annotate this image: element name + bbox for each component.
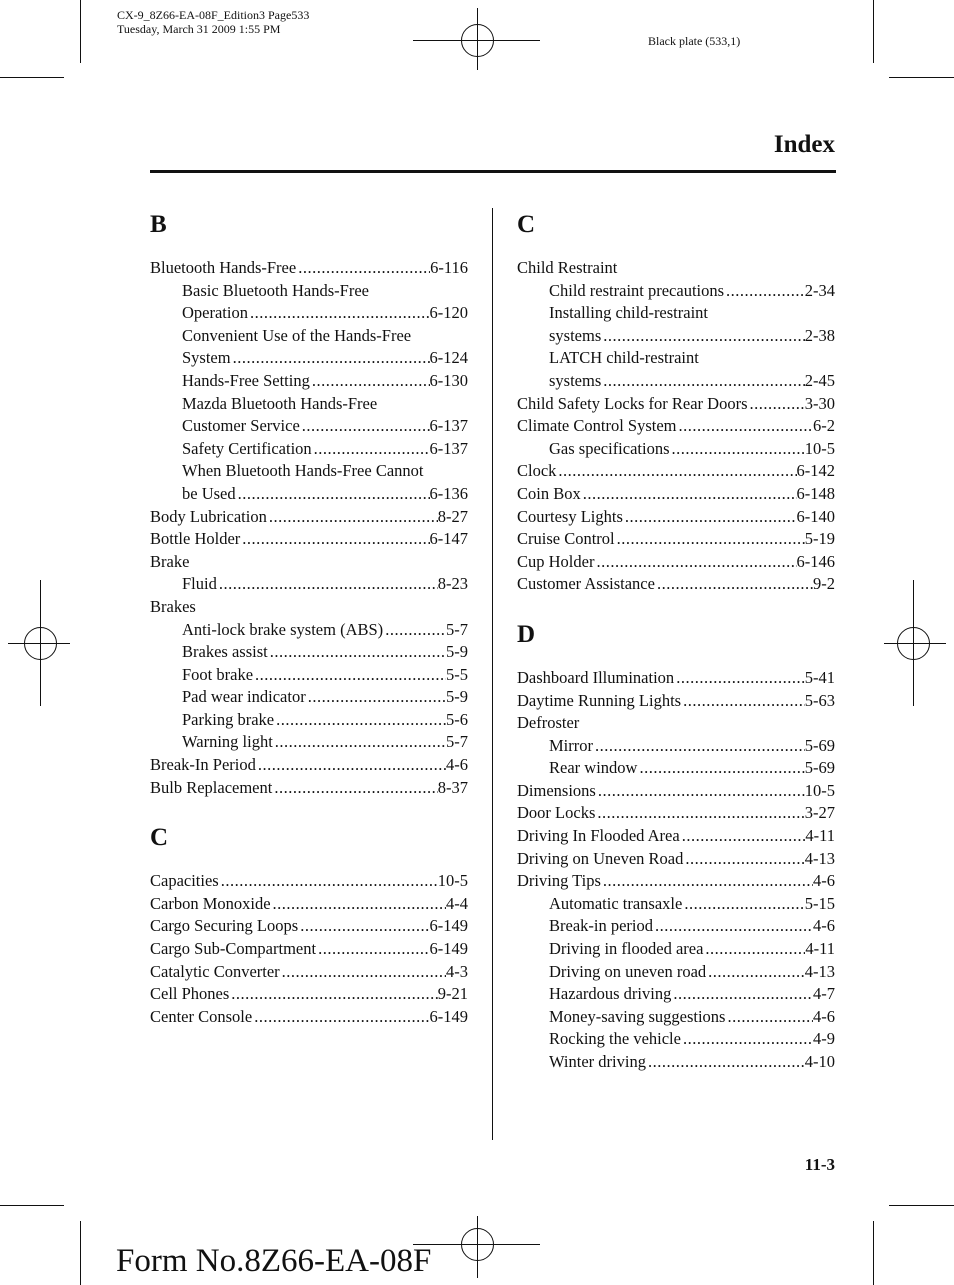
entry-text: Break-in period [549,916,654,936]
crop-mark [80,1221,81,1285]
index-subentry [517,370,835,393]
entry-text: Dashboard Illumination [517,667,675,687]
entry-text: Cruise Control [517,529,615,549]
entry-text: Convenient Use of the Hands-Free [182,325,412,345]
crop-mark [0,77,64,78]
index-subentry [517,893,835,916]
index-entry [517,506,835,529]
page-number: 11-3 [804,1155,835,1174]
page-reference: 6-148 [796,483,835,503]
page-reference: 10-5 [804,780,835,800]
page-reference: 5-19 [804,529,835,549]
registration-circle-icon [461,1228,494,1261]
page-reference: 4-6 [813,871,835,891]
entry-text: When Bluetooth Hands-Free Cannot [182,461,424,481]
dot-leader [271,893,446,916]
spacer [150,237,468,257]
crop-mark [0,1205,64,1206]
index-entry [517,393,835,416]
registration-circle-icon [461,24,494,57]
page-reference: 5-9 [446,642,468,662]
dot-leader [680,825,806,848]
dot-leader [267,506,438,529]
page-reference: 5-7 [446,619,468,639]
entry-text: Automatic transaxle [549,893,683,913]
dot-leader [646,1051,805,1074]
page-reference: 4-4 [446,893,468,913]
index-entry [517,528,835,551]
entry-text: Foot brake [182,664,254,684]
entry-text: Parking brake [182,709,275,729]
page-reference: 4-6 [813,916,835,936]
entry-text: Daytime Running Lights [517,690,682,710]
page-reference: 4-10 [804,1052,835,1071]
entry-text: Gas specifications [549,438,670,458]
section-letter: C [150,824,169,852]
index-entry [517,551,835,574]
page-reference: 5-6 [446,709,468,729]
page-reference: 4-11 [805,826,835,846]
dot-leader [706,961,805,984]
page-reference: 2-34 [804,280,835,300]
entry-text: Brakes assist [182,642,268,662]
index-subentry [150,483,468,506]
crop-mark [873,1221,874,1285]
entry-text: Body Lubrication [150,506,267,526]
entry-text: Winter driving [549,1052,646,1071]
entry-text: Warning light [182,732,273,752]
page-reference: 6-116 [430,258,468,277]
dot-leader [671,983,813,1006]
entry-text: Mirror [549,735,593,755]
dot-leader [595,802,804,825]
index-column-left [150,212,468,1028]
page-reference: 5-9 [446,687,468,707]
index-subentry [517,757,835,780]
page-reference: 8-27 [437,506,468,526]
index-entry [150,983,468,1006]
page-reference: 5-5 [446,664,468,684]
index-entry [517,415,835,438]
index-subentry-text [150,460,468,483]
crop-mark [889,1205,954,1206]
entry-text: Driving on Uneven Road [517,848,684,868]
index-entry [150,893,468,916]
entry-text: Driving on uneven road [549,961,707,981]
index-subentry [517,1051,835,1074]
index-entry [517,802,835,825]
index-subentry [150,347,468,370]
entry-text: be Used [182,483,236,503]
spacer [150,850,468,870]
index-subentry [517,438,835,461]
page-reference: 3-27 [804,803,835,823]
index-subentry [150,302,468,325]
index-subentry [517,325,835,348]
dot-leader [748,393,805,416]
dot-leader [219,870,438,893]
entry-text: Cargo Sub-Compartment [150,939,317,959]
index-subentry [150,709,468,732]
index-entry [150,1006,468,1029]
index-column-right [517,212,835,1074]
index-entry [517,825,835,848]
page-reference: 6-142 [796,461,835,481]
dot-leader [601,870,813,893]
index-entry [517,573,835,596]
index-entry [150,257,468,280]
index-subentry-text [150,393,468,416]
page-reference: 4-9 [813,1029,835,1049]
page-reference: 6-149 [429,1006,468,1026]
index-entry-heading [517,712,835,735]
index-subentry-text [150,325,468,348]
index-entry [517,690,835,713]
page-title: Index [773,131,835,158]
entry-text: Child Restraint [517,258,618,277]
index-entry-heading [517,257,835,280]
page-reference: 5-63 [804,690,835,710]
entry-text: LATCH child-restraint [549,348,699,368]
dot-leader [256,754,446,777]
dot-leader [581,483,797,506]
dot-leader [316,938,429,961]
dot-leader [236,483,430,506]
dot-leader [674,667,805,690]
index-subentry [517,961,835,984]
entry-text: Cargo Securing Loops [150,916,299,936]
dot-leader [298,915,429,938]
entry-text: Hands-Free Setting [182,370,310,390]
index-subentry [150,619,468,642]
page-reference: 6-120 [429,303,468,323]
entry-text: Hazardous driving [549,984,672,1004]
slug-line-2: Tuesday, March 31 2009 1:55 PM [117,22,281,36]
entry-text: Child Safety Locks for Rear Doors [517,393,748,413]
page-reference: 4-11 [805,939,835,959]
index-entry [150,870,468,893]
index-subentry [150,370,468,393]
form-number: Form No.8Z66-EA-08F [116,1243,432,1279]
entry-text: Driving In Flooded Area [517,826,680,846]
page-reference: 10-5 [437,871,468,891]
index-entry [150,506,468,529]
crop-mark [873,0,874,63]
page-reference: 4-6 [446,755,468,775]
dot-leader [383,619,446,642]
page-reference: 8-37 [437,777,468,797]
page-reference: 8-23 [437,574,468,594]
dot-leader [310,370,430,393]
index-subentry [517,938,835,961]
index-entry [150,528,468,551]
crop-mark [80,0,81,63]
black-plate-label: Black plate (533,1) [648,34,741,48]
index-entry [517,870,835,893]
page-reference: 4-13 [804,961,835,981]
dot-leader [268,641,446,664]
index-entry [517,460,835,483]
slug-line-1: CX-9_8Z66-EA-08F_Edition3 Page533 [117,8,310,22]
page-reference: 6-149 [429,939,468,959]
page-reference: 9-2 [813,574,835,594]
dot-leader [596,780,805,803]
entry-text: systems [549,325,602,345]
index-subentry [150,731,468,754]
dot-leader [601,325,804,348]
dot-leader [253,664,446,687]
entry-text: Money-saving suggestions [549,1006,726,1026]
dot-leader [231,347,430,370]
dot-leader [725,1006,813,1029]
entry-text: Rear window [549,758,638,778]
dot-leader [681,1028,813,1051]
entry-text: Clock [517,461,557,481]
dot-leader [594,551,796,574]
page-reference: 4-6 [813,1006,835,1026]
page-reference: 9-21 [437,984,468,1004]
page-reference: 10-5 [804,438,835,458]
dot-leader [296,257,430,280]
page-reference: 6-137 [429,438,468,458]
index-entry-heading [150,551,468,574]
index-subentry [517,735,835,758]
entry-text: Driving in flooded area [549,939,704,959]
entry-text: Bluetooth Hands-Free [150,258,297,277]
dot-leader [682,893,804,916]
dot-leader [623,506,797,529]
page-reference: 5-15 [804,893,835,913]
entry-text: Door Locks [517,803,596,823]
column-divider [492,208,493,1140]
entry-text: Bottle Holder [150,529,241,549]
index-entry [517,780,835,803]
index-entry [517,848,835,871]
dot-leader [601,370,804,393]
dot-leader [593,735,805,758]
dot-leader [248,302,430,325]
entry-text: Mazda Bluetooth Hands-Free [182,393,378,413]
entry-text: Pad wear indicator [182,687,306,707]
index-subentry [150,438,468,461]
dot-leader [229,983,437,1006]
index-subentry-text [517,347,835,370]
entry-text: Safety Certification [182,438,312,458]
page-reference: 5-69 [804,735,835,755]
dot-leader [300,415,430,438]
dot-leader [274,709,446,732]
dot-leader [240,528,429,551]
index-subentry [150,415,468,438]
entry-text: Dimensions [517,780,596,800]
page-reference: 6-147 [429,529,468,549]
entry-text: systems [549,370,602,390]
page-reference: 6-146 [796,551,835,571]
page-reference: 6-140 [796,506,835,526]
entry-text: Customer Assistance [517,574,655,594]
entry-text: Catalytic Converter [150,961,280,981]
index-entry [150,938,468,961]
dot-leader [272,777,437,800]
entry-text: Bulb Replacement [150,777,273,797]
page-reference: 5-7 [446,732,468,752]
entry-text: Center Console [150,1006,253,1026]
dot-leader [670,438,805,461]
page-reference: 5-69 [804,758,835,778]
entry-text: Child restraint precautions [549,280,725,300]
page-reference: 3-30 [804,393,835,413]
section-letter: D [517,620,536,648]
dot-leader [306,686,446,709]
index-entry [517,483,835,506]
index-subentry [517,1006,835,1029]
index-subentry [150,664,468,687]
entry-text: Break-In Period [150,755,256,775]
entry-text: Customer Service [182,416,300,436]
page-reference: 6-130 [429,370,468,390]
entry-text: Installing child-restraint [549,303,708,323]
print-slug [117,8,309,36]
entry-text: Anti-lock brake system (ABS) [182,619,384,639]
page-reference: 4-3 [446,961,468,981]
section-letter: C [517,211,536,238]
dot-leader [637,757,804,780]
entry-text: System [182,348,231,368]
dot-leader [615,528,805,551]
page-reference: 2-38 [804,325,835,345]
entry-text: Climate Control System [517,416,677,436]
spacer [150,799,468,825]
spacer [517,596,835,622]
page-reference: 4-7 [813,984,835,1004]
page-reference: 5-41 [804,667,835,687]
entry-text: Cell Phones [150,984,230,1004]
page-reference: 6-149 [429,916,468,936]
page-reference: 6-136 [429,483,468,503]
dot-leader [724,280,805,303]
dot-leader [556,460,796,483]
section-letter: B [150,211,167,238]
registration-circle-icon [24,627,57,660]
index-entry [150,915,468,938]
entry-text: Brake [150,551,190,571]
spacer [517,237,835,257]
entry-text: Basic Bluetooth Hands-Free [182,280,369,300]
index-entry [150,754,468,777]
index-entry-heading [150,596,468,619]
dot-leader [653,915,813,938]
entry-text: Operation [182,303,248,323]
index-subentry [517,280,835,303]
spacer [517,647,835,667]
page-reference: 2-45 [804,370,835,390]
page-reference: 6-137 [429,416,468,436]
index-subentry [517,983,835,1006]
entry-text: Brakes [150,596,196,616]
index-subentry-text [150,280,468,303]
registration-circle-icon [897,627,930,660]
index-entry [517,667,835,690]
index-subentry [150,686,468,709]
index-entry [150,961,468,984]
dot-leader [683,848,804,871]
entry-text: Fluid [182,574,217,594]
entry-text: Defroster [517,713,580,733]
dot-leader [655,573,813,596]
page-reference: 6-2 [813,416,835,436]
dot-leader [681,690,805,713]
dot-leader [273,731,446,754]
index-subentry-text [517,302,835,325]
index-subentry [150,573,468,596]
page-reference: 4-13 [804,848,835,868]
index-subentry [517,1028,835,1051]
entry-text: Driving Tips [517,871,601,891]
entry-text: Capacities [150,871,219,891]
index-subentry [517,915,835,938]
entry-text: Coin Box [517,483,581,503]
entry-text: Cup Holder [517,551,595,571]
dot-leader [703,938,805,961]
entry-text: Rocking the vehicle [549,1029,681,1049]
entry-text: Carbon Monoxide [150,893,271,913]
entry-text: Courtesy Lights [517,506,623,526]
dot-leader [280,961,446,984]
dot-leader [677,415,814,438]
index-entry [150,777,468,800]
header-rule [150,170,836,173]
crop-mark [889,77,954,78]
index-subentry [150,641,468,664]
page-reference: 6-124 [429,348,468,368]
dot-leader [312,438,430,461]
dot-leader [252,1006,429,1029]
dot-leader [217,573,438,596]
